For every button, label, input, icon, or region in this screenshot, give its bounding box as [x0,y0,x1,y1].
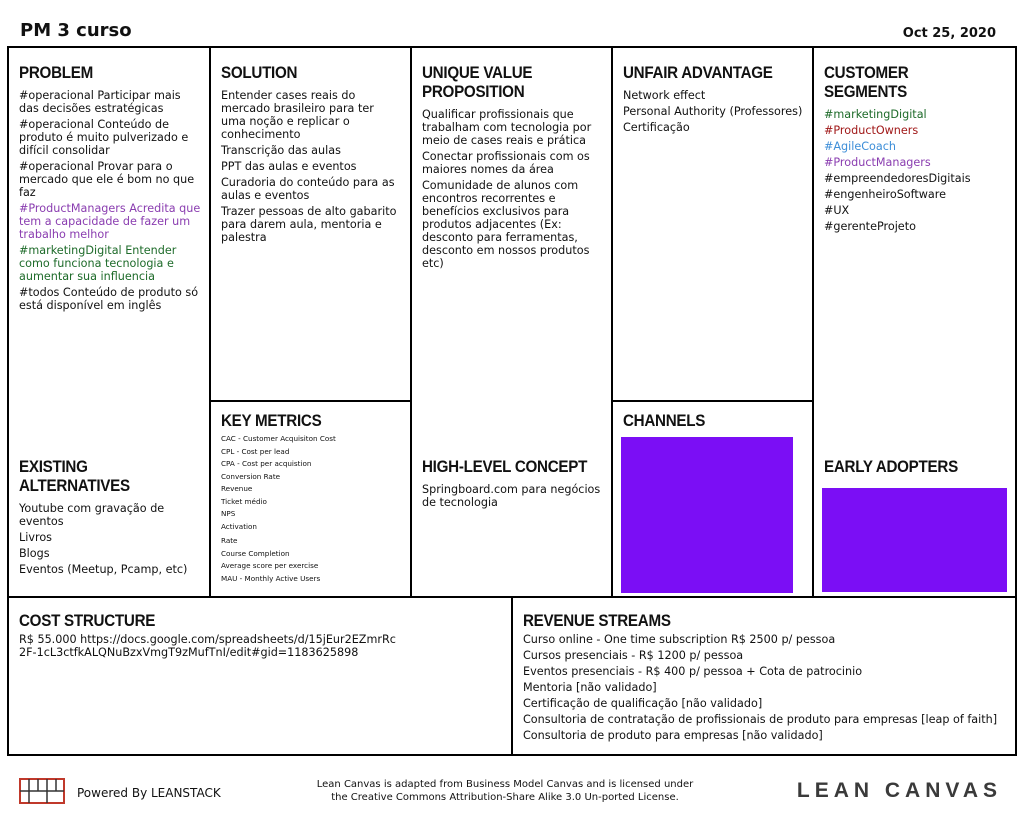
key-metrics-item: Ticket médio [221,496,267,506]
key-metrics-heading: KEY METRICS [221,412,322,430]
revenue-streams-item: Consultoria de produto para empresas [não validado] [523,729,823,742]
customer-segments-item: #marketingDigital [824,108,927,121]
lean-canvas-grid [7,46,1017,756]
channels-color-block [621,437,793,593]
key-metrics-list [221,433,402,585]
problem-heading: PROBLEM [19,64,93,82]
uvp-heading: UNIQUE VALUE PROPOSITION [422,64,533,101]
key-metrics-item: Revenue [221,484,253,493]
uvp-item: Comunidade de alunos com encontros recorrentes e benefícios exclusivos para produtos adjacentes (Ex: desconto para ferramentas, desconto em nossos produtos etc) [422,179,590,270]
revenue-streams-cell [511,596,1017,756]
customer-segments-item: #ProductOwners [824,124,919,137]
key-metrics-item: Course Completion [221,548,290,558]
cost-structure-item: R$ 55.000 https://docs.google.com/spreadsheets/d/15jEur2EZmrRc2F-1cL3ctfkALQNuBzxVmgT9zMufTnI/edit#gid=1183625898 [19,633,396,659]
cost-structure-heading: COST STRUCTURE [19,612,156,630]
uvp-item: Qualificar profissionais que trabalham com tecnologia por meio de cases reais e prática [422,108,592,147]
existing-alternatives-list [19,502,201,576]
problem-item: #operacional Conteúdo de produto é muito pulverizado e difícil consolidar [19,118,189,157]
key-metrics-item: Conversion Rate [221,471,281,481]
uvp-item: Conectar profissionais com os maiores nomes da área [422,150,590,176]
existing-alternatives-item: Eventos (Meetup, Pcamp, etc) [19,563,188,576]
license-line-2: the Creative Commons Attribution-Share Alike 3.0 Un-ported License. [331,792,679,803]
cost-structure-cell [7,596,513,756]
problem-item: #marketingDigital Entender como funciona tecnologia e aumentar sua influencia [19,244,177,283]
key-metrics-item: Average score per exercise [221,561,319,570]
revenue-streams-list [523,633,1007,742]
revenue-streams-item: Curso online - One time subscription R$ 2500 p/ pessoa [523,633,836,646]
key-metrics-item: CAC - Customer Acquisiton Cost [221,434,336,443]
customer-segments-item: #engenheiroSoftware [824,188,947,201]
revenue-streams-heading: REVENUE STREAMS [523,612,671,630]
high-level-concept-item: Springboard.com para negócios de tecnologia [422,483,601,509]
solution-heading: SOLUTION [221,64,298,82]
problem-list [19,89,201,312]
existing-alternatives-heading: EXISTING ALTERNATIVES [19,458,130,495]
solution-item: Entender cases reais do mercado brasileiro para ter uma noção e replicar o conhecimento [221,89,374,141]
solution-item: Trazer pessoas de alto gabarito para darem aula, mentoria e palestra [221,205,397,244]
revenue-streams-item: Consultoria de contratação de profissionais de produto para empresas [leap of faith] [523,713,998,726]
early-adopters-heading: EARLY ADOPTERS [824,458,958,476]
unfair-advantage-item: Personal Authority (Professores) [623,105,803,118]
unfair-advantage-heading: UNFAIR ADVANTAGE [623,64,773,82]
key-metrics-item: MAU - Monthly Active Users [221,573,321,583]
customer-segments-heading: CUSTOMER SEGMENTS [824,64,909,101]
high-level-concept-list [422,483,603,509]
unfair-advantage-item: Certificação [623,121,690,134]
key-metrics-cell [209,400,412,598]
problem-item: #ProductManagers Acredita que tem a capacidade de fazer um trabalho melhor [19,202,201,241]
unfair-advantage-item: Network effect [623,89,706,102]
solution-item: PPT das aulas e eventos [221,160,357,173]
key-metrics-item: CPA - Cost per acquistion [221,459,312,468]
leanstack-logo-icon [19,778,65,804]
channels-cell [611,400,814,598]
revenue-streams-item: Certificação de qualificação [não validado] [523,697,763,710]
canvas-date: Oct 25, 2020 [902,26,996,41]
unfair-advantage-cell [611,46,814,402]
revenue-streams-item: Mentoria [não validado] [523,681,657,694]
license-line-1: Lean Canvas is adapted from Business Model Canvas and is licensed under [316,779,694,790]
powered-by: Powered By LEANSTACK [77,786,221,800]
customer-segments-cell [812,46,1017,598]
unfair-advantage-list [623,89,804,134]
channels-heading: CHANNELS [623,412,706,430]
solution-item: Curadoria do conteúdo para as aulas e eventos [221,176,395,202]
customer-segments-item: #ProductManagers [824,156,931,169]
customer-segments-item: #gerenteProjeto [824,220,916,233]
key-metrics-item: CPL - Cost per lead [221,446,290,456]
revenue-streams-item: Cursos presenciais - R$ 1200 p/ pessoa [523,649,744,662]
customer-segments-item: #empreendedoresDigitais [824,172,971,185]
cost-structure-list [19,633,399,659]
key-metrics-item: Rate [221,536,238,545]
problem-item: #operacional Participar mais das decisões estratégicas [19,89,181,115]
customer-segments-list [824,108,1007,233]
problem-item: #operacional Provar para o mercado que ele é bom no que faz [19,160,195,199]
problem-item: #todos Conteúdo de produto só está disponível em inglês [19,286,199,312]
revenue-streams-item: Eventos presenciais - R$ 400 p/ pessoa + Cota de patrocinio [523,665,863,678]
existing-alternatives-item: Livros [19,531,52,544]
key-metrics-item: Activation [221,521,257,531]
canvas-title: PM 3 curso [20,20,132,41]
high-level-concept-heading: HIGH-LEVEL CONCEPT [422,458,588,476]
solution-list [221,89,402,244]
customer-segments-item: #UX [824,204,850,217]
existing-alternatives-item: Youtube com gravação de eventos [19,502,165,528]
solution-cell [209,46,412,402]
footer [0,770,1024,825]
uvp-list [422,108,603,270]
customer-segments-item: #AgileCoach [824,140,896,153]
key-metrics-item: NPS [221,509,236,518]
early-adopters-color-block [822,488,1007,592]
problem-cell [7,46,211,598]
existing-alternatives-item: Blogs [19,547,50,560]
lean-canvas-brand: LEAN CANVAS [796,779,1002,802]
uvp-cell [410,46,613,598]
solution-item: Transcrição das aulas [221,144,341,157]
license-text [300,778,710,804]
